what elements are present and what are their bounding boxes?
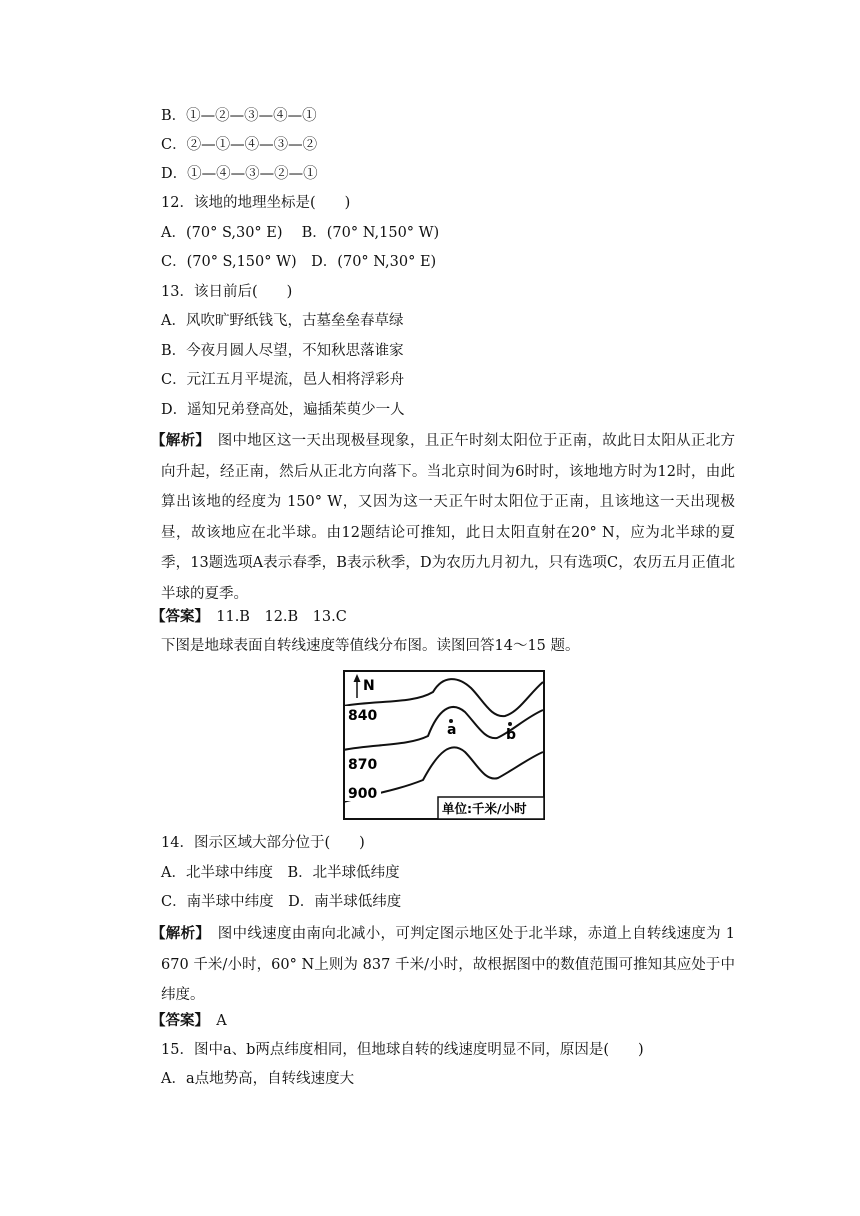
q13-option-c: C．元江五月平堤流，邑人相将浮彩舟: [161, 372, 405, 388]
answer-2-text: A: [201, 1013, 227, 1029]
q13-option-d: D．遥知兄弟登高处，遍插茱萸少一人: [161, 402, 405, 418]
q14-options-row2: C．南半球中纬度 D．南半球低纬度: [161, 894, 402, 910]
q11-option-b: B．①—②—③—④—①: [161, 108, 317, 124]
q11-option-d: D．①—④—③—②—①: [161, 166, 318, 182]
point-a-label: a: [447, 722, 457, 738]
answer-2-tag: 【答案】: [151, 1012, 202, 1029]
q15-stem: 15．图中a、b两点纬度相同，但地球自转的线速度明显不同，原因是( ): [161, 1042, 644, 1058]
q15-option-a: A．a点地势高，自转线速度大: [161, 1071, 355, 1087]
north-label: N: [363, 678, 375, 694]
figure-intro: 下图是地球表面自转线速度等值线分布图。读图回答14～15 题。: [161, 638, 580, 654]
analysis-1-text: 图中地区这一天出现极昼现象，且正午时刻太阳位于正南，故此日太阳从正北方向升起，经正南，然后从正北方向落下。当北京时间为6时时，该地地方时为12时，由此算出该地的经度为 150° W，又因为这一天正午时太阳位于正南，且该地这一天出现极昼，故该地应在北半球。由12题结论可推知，此日太阳直射在20° N，应为北半球的夏季，13题选项A表示春季，B表示秋季，D为农历九月初九，只有选项C，农历五月正值北半球的夏季。: [161, 433, 735, 602]
answer-1-tag: 【答案】: [151, 608, 202, 625]
analysis-1: [151, 426, 735, 609]
q12-options-row1: A．(70° S,30° E) B．(70° N,150° W): [161, 225, 440, 241]
q13-option-a: A．风吹旷野纸钱飞，古墓垒垒春草绿: [161, 313, 404, 329]
q14-stem: 14．图示区域大部分位于( ): [161, 835, 365, 851]
isoline-figure: [343, 670, 545, 820]
q11-option-c: C．②—①—④—③—②: [161, 137, 318, 153]
analysis-2: [151, 919, 736, 1011]
answer-2: [151, 1010, 227, 1032]
isoline-label-840: 840: [348, 708, 378, 724]
point-b-label: b: [506, 727, 517, 743]
answer-1-text: 11.B 12.B 13.C: [201, 609, 347, 625]
unit-label: 单位:千米/小时: [442, 801, 527, 816]
isoline-label-900: 900: [348, 786, 378, 802]
q13-stem: 13．该日前后( ): [161, 284, 293, 300]
point-b-dot: [508, 722, 512, 726]
q13-option-b: B．今夜月圆人尽望，不知秋思落谁家: [161, 343, 404, 359]
q12-stem: 12．该地的地理坐标是( ): [161, 195, 351, 211]
q12-options-row2: C．(70° S,150° W) D．(70° N,30° E): [161, 254, 437, 270]
analysis-1-tag: 【解析】: [151, 432, 203, 449]
isoline-label-870: 870: [348, 757, 378, 773]
q14-options-row1: A．北半球中纬度 B．北半球低纬度: [161, 865, 400, 881]
analysis-2-tag: 【解析】: [151, 925, 203, 942]
analysis-2-text: 图中线速度由南向北减小，可判定图示地区处于北半球，赤道上自转线速度为 1 670 千米/小时，60° N上则为 837 千米/小时，故根据图中的数值范围可推知其应处于中纬度。: [161, 926, 736, 1003]
answer-1: [151, 606, 347, 628]
